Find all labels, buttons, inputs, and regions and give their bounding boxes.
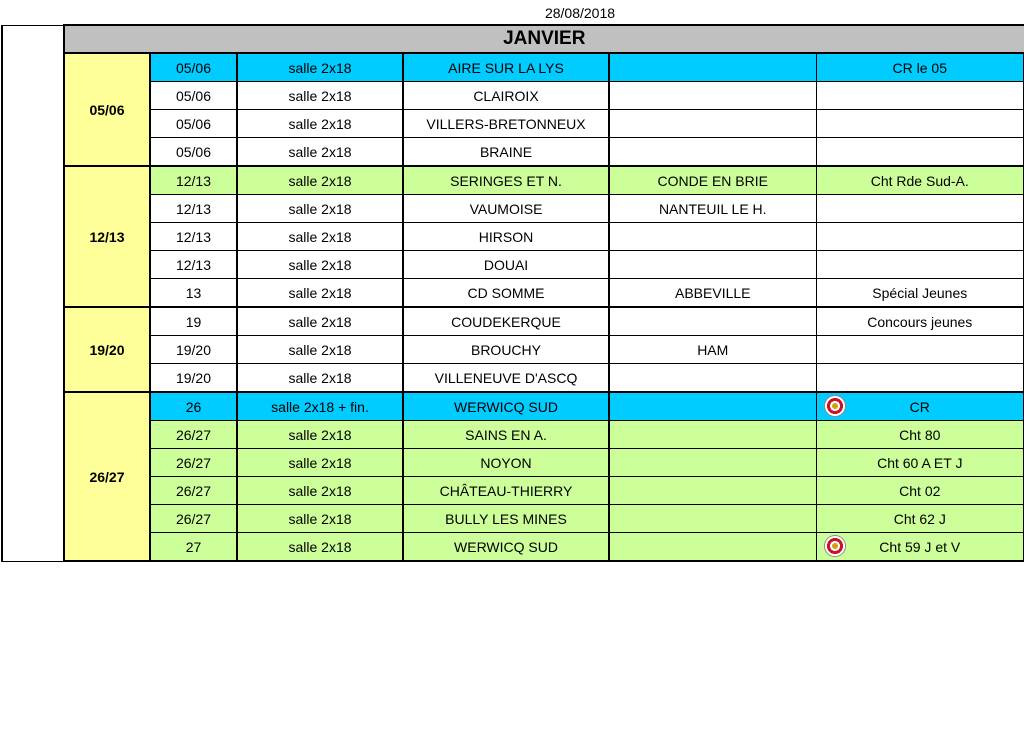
event-note-cell [816,138,1024,167]
event-type-cell: salle 2x18 [237,364,403,393]
event-extra-cell [609,364,816,393]
event-date-cell: 26/27 [150,477,237,505]
event-place-cell: VILLENEUVE D'ASCQ [403,364,609,393]
week-label: 12/13 [64,166,150,307]
event-type-cell: salle 2x18 [237,110,403,138]
event-type-cell: salle 2x18 [237,336,403,364]
event-type-cell: salle 2x18 [237,449,403,477]
event-row [2,138,1024,167]
event-row [2,533,1024,562]
event-row [2,53,1024,82]
event-date-cell: 19 [150,307,237,336]
event-row [2,251,1024,279]
event-type-cell: salle 2x18 [237,138,403,167]
event-note-cell [816,392,1024,421]
event-note-cell [816,251,1024,279]
event-place-cell: NOYON [403,449,609,477]
event-row [2,364,1024,393]
event-note-text: Cht 59 J et V [879,538,961,555]
event-date-cell: 19/20 [150,364,237,393]
event-type-cell: salle 2x18 [237,533,403,562]
event-type-cell: salle 2x18 [237,307,403,336]
event-extra-cell [609,392,816,421]
event-note-cell [816,533,1024,562]
event-note-cell: Cht 60 A ET J [816,449,1024,477]
event-extra-cell: ABBEVILLE [609,279,816,308]
event-extra-cell: HAM [609,336,816,364]
event-row [2,449,1024,477]
event-row [2,477,1024,505]
event-place-cell: HIRSON [403,223,609,251]
event-date-cell: 05/06 [150,110,237,138]
event-date-cell: 27 [150,533,237,562]
event-extra-cell [609,421,816,449]
event-place-cell: BULLY LES MINES [403,505,609,533]
event-note-cell [816,195,1024,223]
event-place-cell: AIRE SUR LA LYS [403,53,609,82]
week-label: 05/06 [64,53,150,166]
left-margin-column [2,25,64,561]
event-type-cell: salle 2x18 [237,195,403,223]
event-extra-cell [609,53,816,82]
event-place-cell: VILLERS-BRETONNEUX [403,110,609,138]
document-date: 28/08/2018 [544,5,616,21]
event-note-cell: Cht 02 [816,477,1024,505]
event-type-cell: salle 2x18 [237,505,403,533]
event-extra-cell [609,533,816,562]
event-extra-cell [609,110,816,138]
target-icon [825,536,845,556]
event-type-cell: salle 2x18 [237,82,403,110]
event-row [2,505,1024,533]
event-row [2,421,1024,449]
event-type-cell: salle 2x18 [237,421,403,449]
event-place-cell: SERINGES ET N. [403,166,609,195]
event-note-cell: Cht 80 [816,421,1024,449]
event-place-cell: DOUAI [403,251,609,279]
month-title: JANVIER [64,25,1024,53]
event-date-cell: 12/13 [150,251,237,279]
event-row [2,279,1024,308]
event-row [2,82,1024,110]
event-type-cell: salle 2x18 [237,251,403,279]
event-date-cell: 26/27 [150,449,237,477]
event-row [2,223,1024,251]
event-date-cell: 12/13 [150,195,237,223]
event-row [2,110,1024,138]
event-row [2,336,1024,364]
event-note-text: CR [909,398,930,415]
event-extra-cell: CONDE EN BRIE [609,166,816,195]
event-extra-cell [609,505,816,533]
event-extra-cell [609,307,816,336]
event-note-cell: Cht Rde Sud-A. [816,166,1024,195]
event-note-cell: Cht 62 J [816,505,1024,533]
event-date-cell: 26/27 [150,505,237,533]
event-date-cell: 12/13 [150,166,237,195]
event-place-cell: WERWICQ SUD [403,533,609,562]
event-date-cell: 26 [150,392,237,421]
event-row [2,166,1024,195]
event-date-cell: 13 [150,279,237,308]
event-type-cell: salle 2x18 + fin. [237,392,403,421]
event-date-cell: 05/06 [150,53,237,82]
event-date-cell: 26/27 [150,421,237,449]
event-type-cell: salle 2x18 [237,53,403,82]
event-extra-cell: NANTEUIL LE H. [609,195,816,223]
event-note-cell [816,82,1024,110]
event-type-cell: salle 2x18 [237,279,403,308]
event-place-cell: CD SOMME [403,279,609,308]
event-note-cell [816,364,1024,393]
event-note-cell: Concours jeunes [816,307,1024,336]
event-note-cell [816,336,1024,364]
event-type-cell: salle 2x18 [237,223,403,251]
event-row [2,307,1024,336]
event-place-cell: SAINS EN A. [403,421,609,449]
event-row [2,392,1024,421]
event-extra-cell [609,138,816,167]
event-note-cell: CR le 05 [816,53,1024,82]
event-place-cell: CLAIROIX [403,82,609,110]
event-note-cell: Spécial Jeunes [816,279,1024,308]
event-date-cell: 12/13 [150,223,237,251]
event-extra-cell [609,251,816,279]
event-place-cell: BROUCHY [403,336,609,364]
event-place-cell: BRAINE [403,138,609,167]
event-date-cell: 05/06 [150,82,237,110]
event-row [2,195,1024,223]
event-date-cell: 19/20 [150,336,237,364]
event-extra-cell [609,82,816,110]
event-place-cell: VAUMOISE [403,195,609,223]
event-date-cell: 05/06 [150,138,237,167]
event-type-cell: salle 2x18 [237,477,403,505]
event-extra-cell [609,449,816,477]
event-note-cell [816,110,1024,138]
event-place-cell: CHÂTEAU-THIERRY [403,477,609,505]
event-extra-cell [609,223,816,251]
event-type-cell: salle 2x18 [237,166,403,195]
week-label: 19/20 [64,307,150,392]
target-icon [825,396,845,416]
event-place-cell: COUDEKERQUE [403,307,609,336]
calendar-table [1,24,1024,562]
event-extra-cell [609,477,816,505]
event-note-cell [816,223,1024,251]
event-place-cell: WERWICQ SUD [403,392,609,421]
week-label: 26/27 [64,392,150,561]
